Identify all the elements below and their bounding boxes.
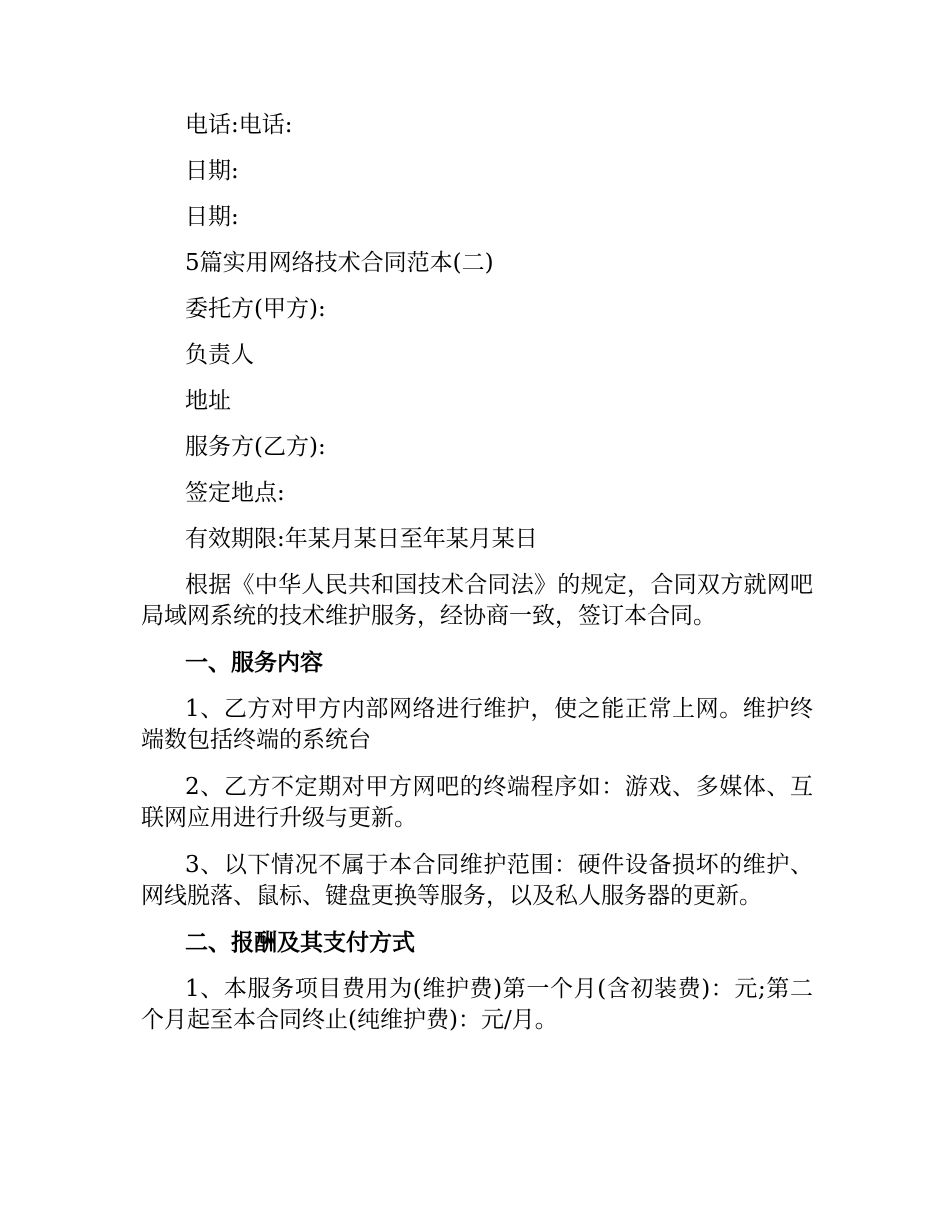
service-item-3: 3、以下情况不属于本合同维护范围：硬件设备损坏的维护、网线脱落、鼠标、键盘更换等服务，以及私人服务器的更新。 [141,852,813,909]
service-item-2: 2、乙方不定期对甲方网吧的终端程序如：游戏、多媒体、互联网应用进行升级与更新。 [141,774,813,831]
section-heading-service-content: 一、服务内容 [185,649,323,676]
service-item-1: 1、乙方对甲方内部网络进行维护，使之能正常上网。维护终端数包括终端的系统台 [141,696,813,753]
section-heading-payment: 二、报酬及其支付方式 [185,929,415,956]
payment-item-1: 1、本服务项目费用为(维护费)第一个月(含初装费)：元;第二个月起至本合同终止(纯维护费)：元/月。 [141,976,813,1033]
phone-line: 电话:电话: [185,112,293,138]
validity-period-line: 有效期限:年某月某日至年某月某日 [185,526,538,552]
responsible-person-line: 负责人 [185,342,254,368]
signing-place-line: 签定地点: [185,480,285,506]
contract-title: 5篇实用网络技术合同范本(二) [185,250,494,276]
address-line: 地址 [185,388,231,414]
date-line-1: 日期: [185,158,239,184]
service-party-line: 服务方(乙方): [185,434,326,460]
intro-paragraph: 根据《中华人民共和国技术合同法》的规定，合同双方就网吧局域网系统的技术维护服务，经协商一致，签订本合同。 [141,572,813,629]
document-body [141,110,813,1052]
date-line-2: 日期: [185,204,239,230]
client-party-line: 委托方(甲方): [185,296,326,322]
